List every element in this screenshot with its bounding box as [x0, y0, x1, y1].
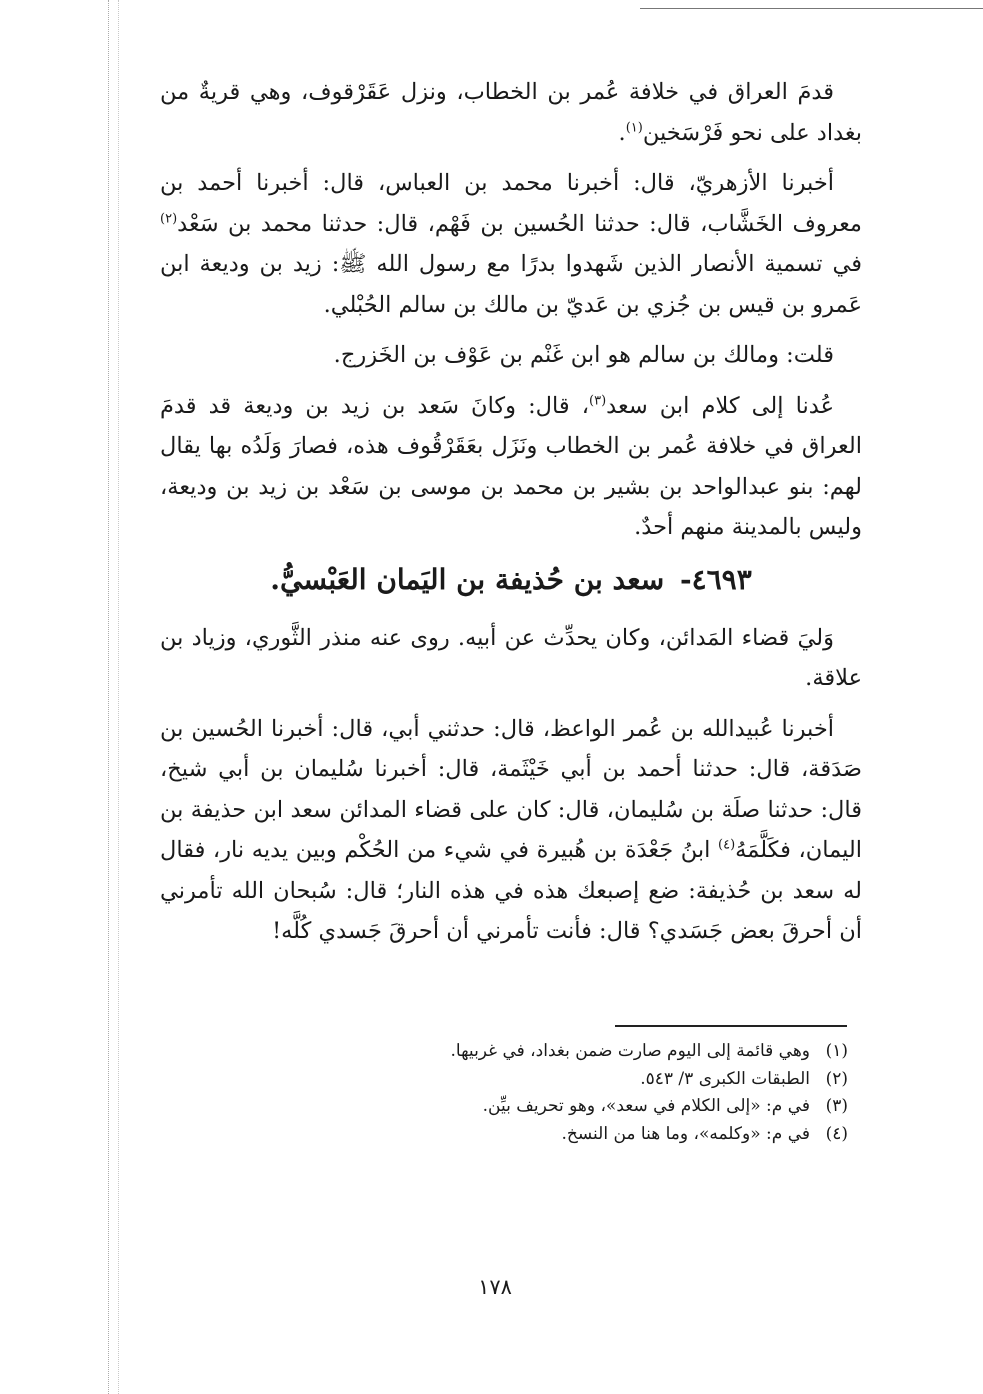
paragraph-2 — [160, 163, 862, 325]
footnote-4-text: في م: «وكلمه»، وما هنا من النسخ. — [561, 1123, 810, 1144]
paragraph-6-text-a: أخبرنا عُبيدالله بن عُمر الواعظ، قال: حدثني أبي، قال: أخبرنا الحُسين بن صَدَقة، قال: حدثنا أحمد بن أبي خَيْثَمة، قال: أخبرنا سُليمان بن أبي شيخ، قال: حدثنا صلَة بن سُليمان، قال: كان على قضاء المدائن سعد ابن حذيفة بن اليمان، فكَلَّمَهُ — [160, 715, 862, 863]
footnote-4-mark: (٤) — [825, 1123, 848, 1144]
paragraph-5 — [160, 618, 862, 699]
footnote-ref-2[interactable]: (٢) — [160, 211, 178, 226]
footnotes — [300, 1038, 848, 1148]
footnote-1 — [300, 1038, 848, 1066]
scan-edge-line — [108, 0, 109, 1394]
paragraph-6 — [160, 709, 862, 952]
paragraph-4-text-a: عُدنا إلى كلام ابن سعد — [606, 392, 834, 419]
footnote-2 — [300, 1066, 848, 1094]
entry-heading — [160, 558, 862, 602]
paragraph-3-text: قلت: ومالك بن سالم هو ابن غَنْم بن عَوْف بن الخَزرج. — [333, 342, 834, 368]
page-number: ١٧٨ — [478, 1275, 512, 1299]
paragraph-1-text: قدمَ العراق في خلافة عُمر بن الخطاب، ونزل عَقَرْقوف، وهي قريةٌ من بغداد على نحو فَرْسَخين — [160, 79, 862, 146]
paragraph-2-text-b: في تسمية الأنصار الذين شَهدوا بدرًا مع رسول الله ﷺ: زيد بن وديعة ابن عَمرو بن قيس بن جُزي بن عَديّ بن مالك بن سالم الحُبْلي. — [160, 251, 862, 318]
scan-edge-line-2 — [118, 0, 119, 1394]
paragraph-3 — [160, 335, 862, 376]
footnote-ref-3[interactable]: (٣) — [589, 393, 607, 408]
footnote-3 — [300, 1093, 848, 1121]
paragraph-5-text: وَليَ قضاء المَدائن، وكان يحدِّث عن أبيه. روى عنه منذر الثَّوري، وزياد بن علاقة. — [160, 624, 862, 691]
paragraph-1 — [160, 72, 862, 153]
paragraph-4-text-b: ، قال: وكانَ سَعد بن زيد بن وديعة قد قدمَ العراق في خلافة عُمر بن الخطاب ونَزَل بعَقَرْقُوف هذه، فصارَ وَلَدُه بها يقال لهم: بنو عبدالواحد بن بشير بن محمد بن موسى بن سَعْد بن زيد بن وديعة، وليس بالمدينة منهم أحدٌ. — [160, 392, 862, 540]
footnote-1-mark: (١) — [825, 1041, 848, 1061]
paragraph-6-text-b: ابنُ جَعْدَة بن هُبيرة في شيء من الحُكْم وبين يديه نار، فقال له سعد بن حُذيفة: ضع إصبعك هذه في هذه النار؛ قال: سُبحان الله تأمرني أن أحرقَ بعض جَسَدي؟ قال: فأنت تأمرني أن أحرقَ جَسدي كُلَّه! — [160, 837, 862, 944]
footnote-ref-4[interactable]: (٤) — [718, 837, 736, 853]
footnote-2-text: الطبقات الكبرى ٣/ ٥٤٣. — [640, 1068, 810, 1089]
footnote-separator — [615, 1025, 847, 1027]
entry-title: سعد بن حُذيفة بن اليَمان العَبْسيُّ. — [270, 562, 665, 596]
footnote-1-text: وهي قائمة إلى اليوم صارت ضمن بغداد، في غربيها. — [450, 1041, 810, 1061]
footnote-ref-1[interactable]: (١) — [625, 120, 643, 135]
entry-number: ٤٦٩٣- — [679, 562, 752, 596]
page-body — [160, 72, 862, 962]
footnote-3-mark: (٣) — [825, 1096, 848, 1116]
paragraph-1-end: . — [618, 119, 626, 146]
paragraph-4 — [160, 386, 862, 548]
footnote-3-text: في م: «إلى الكلام في سعد»، وهو تحريف بيِّن. — [482, 1096, 810, 1116]
top-rule — [640, 8, 983, 9]
footnote-2-mark: (٢) — [825, 1068, 848, 1089]
paragraph-2-text-a: أخبرنا الأزهريّ، قال: أخبرنا محمد بن العباس، قال: أخبرنا أحمد بن معروف الخَشَّاب، قال: حدثنا الحُسين بن فَهْم، قال: حدثنا محمد بن سَعْد — [160, 170, 862, 237]
footnote-4 — [300, 1121, 848, 1149]
